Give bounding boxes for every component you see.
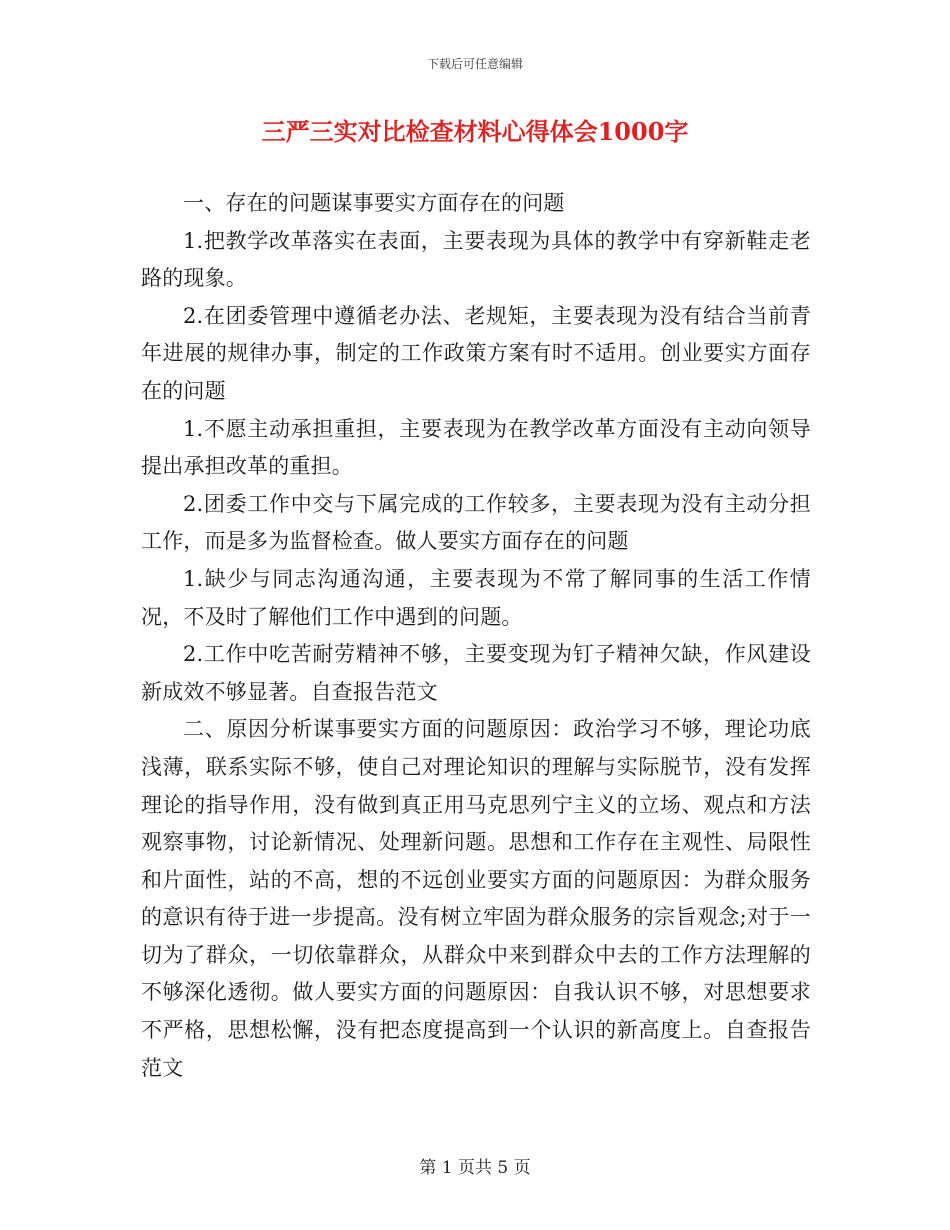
header-note: 下载后可任意编辑 xyxy=(426,57,523,71)
paragraph-3: 1.不愿主动承担重担，主要表现为在教学改革方面没有主动向领导提出承担改革的重担。 xyxy=(141,416,811,479)
paragraph-2: 2.在团委管理中遵循老办法、老规矩，主要表现为没有结合当前青年进展的规律办事，制定的工作政策方案有时不适用。创业要实方面存在的问题 xyxy=(141,303,811,403)
paragraph-6: 2.工作中吃苦耐劳精神不够，主要变现为钉子精神欠缺，作风建设新成效不够显著。自查报告范文 xyxy=(141,642,811,704)
page-footer: 第 1 页共 5 页 xyxy=(419,1158,531,1178)
paragraph-1: 1.把教学改革落实在表面，主要表现为具体的教学中有穿新鞋走老路的现象。 xyxy=(141,228,811,291)
paragraph-4: 2.团委工作中交与下属完成的工作较多，主要表现为没有主动分担工作，而是多为监督检查。做人要实方面存在的问题 xyxy=(141,491,811,554)
document-title: 三严三实对比检查材料心得体会1000字 xyxy=(261,117,689,146)
paragraph-5: 1.缺少与同志沟通沟通，主要表现为不常了解同事的生活工作情况，不及时了解他们工作中遇到的问题。 xyxy=(141,566,811,629)
paragraph-problems-heading: 一、存在的问题谋事要实方面存在的问题 xyxy=(183,191,565,215)
paragraph-cause-analysis: 二、原因分析谋事要实方面的问题原因：政治学习不够，理论功底浅薄，联系实际不够，使自己对理论知识的理解与实际脱节，没有发挥理论的指导作用，没有做到真正用马克思列宁主义的立场、观点和方法观察事物，讨论新情况、处理新问题。思想和工作存在主观性、局限性和片面性，站的不高，想的不远创业要实方面的问题原因：为群众服务的意识有待于进一步提高。没有树立牢固为群众服务的宗旨观念;对于一切为了群众，一切依靠群众，从群众中来到群众中去的工作方法理解的不够深化透彻。做人要实方面的问题原因：自我认识不够，对思想要求不严格，思想松懈，没有把态度提高到一个认识的新高度上。自查报告范文 xyxy=(141,717,811,1080)
document-body xyxy=(141,185,811,1087)
